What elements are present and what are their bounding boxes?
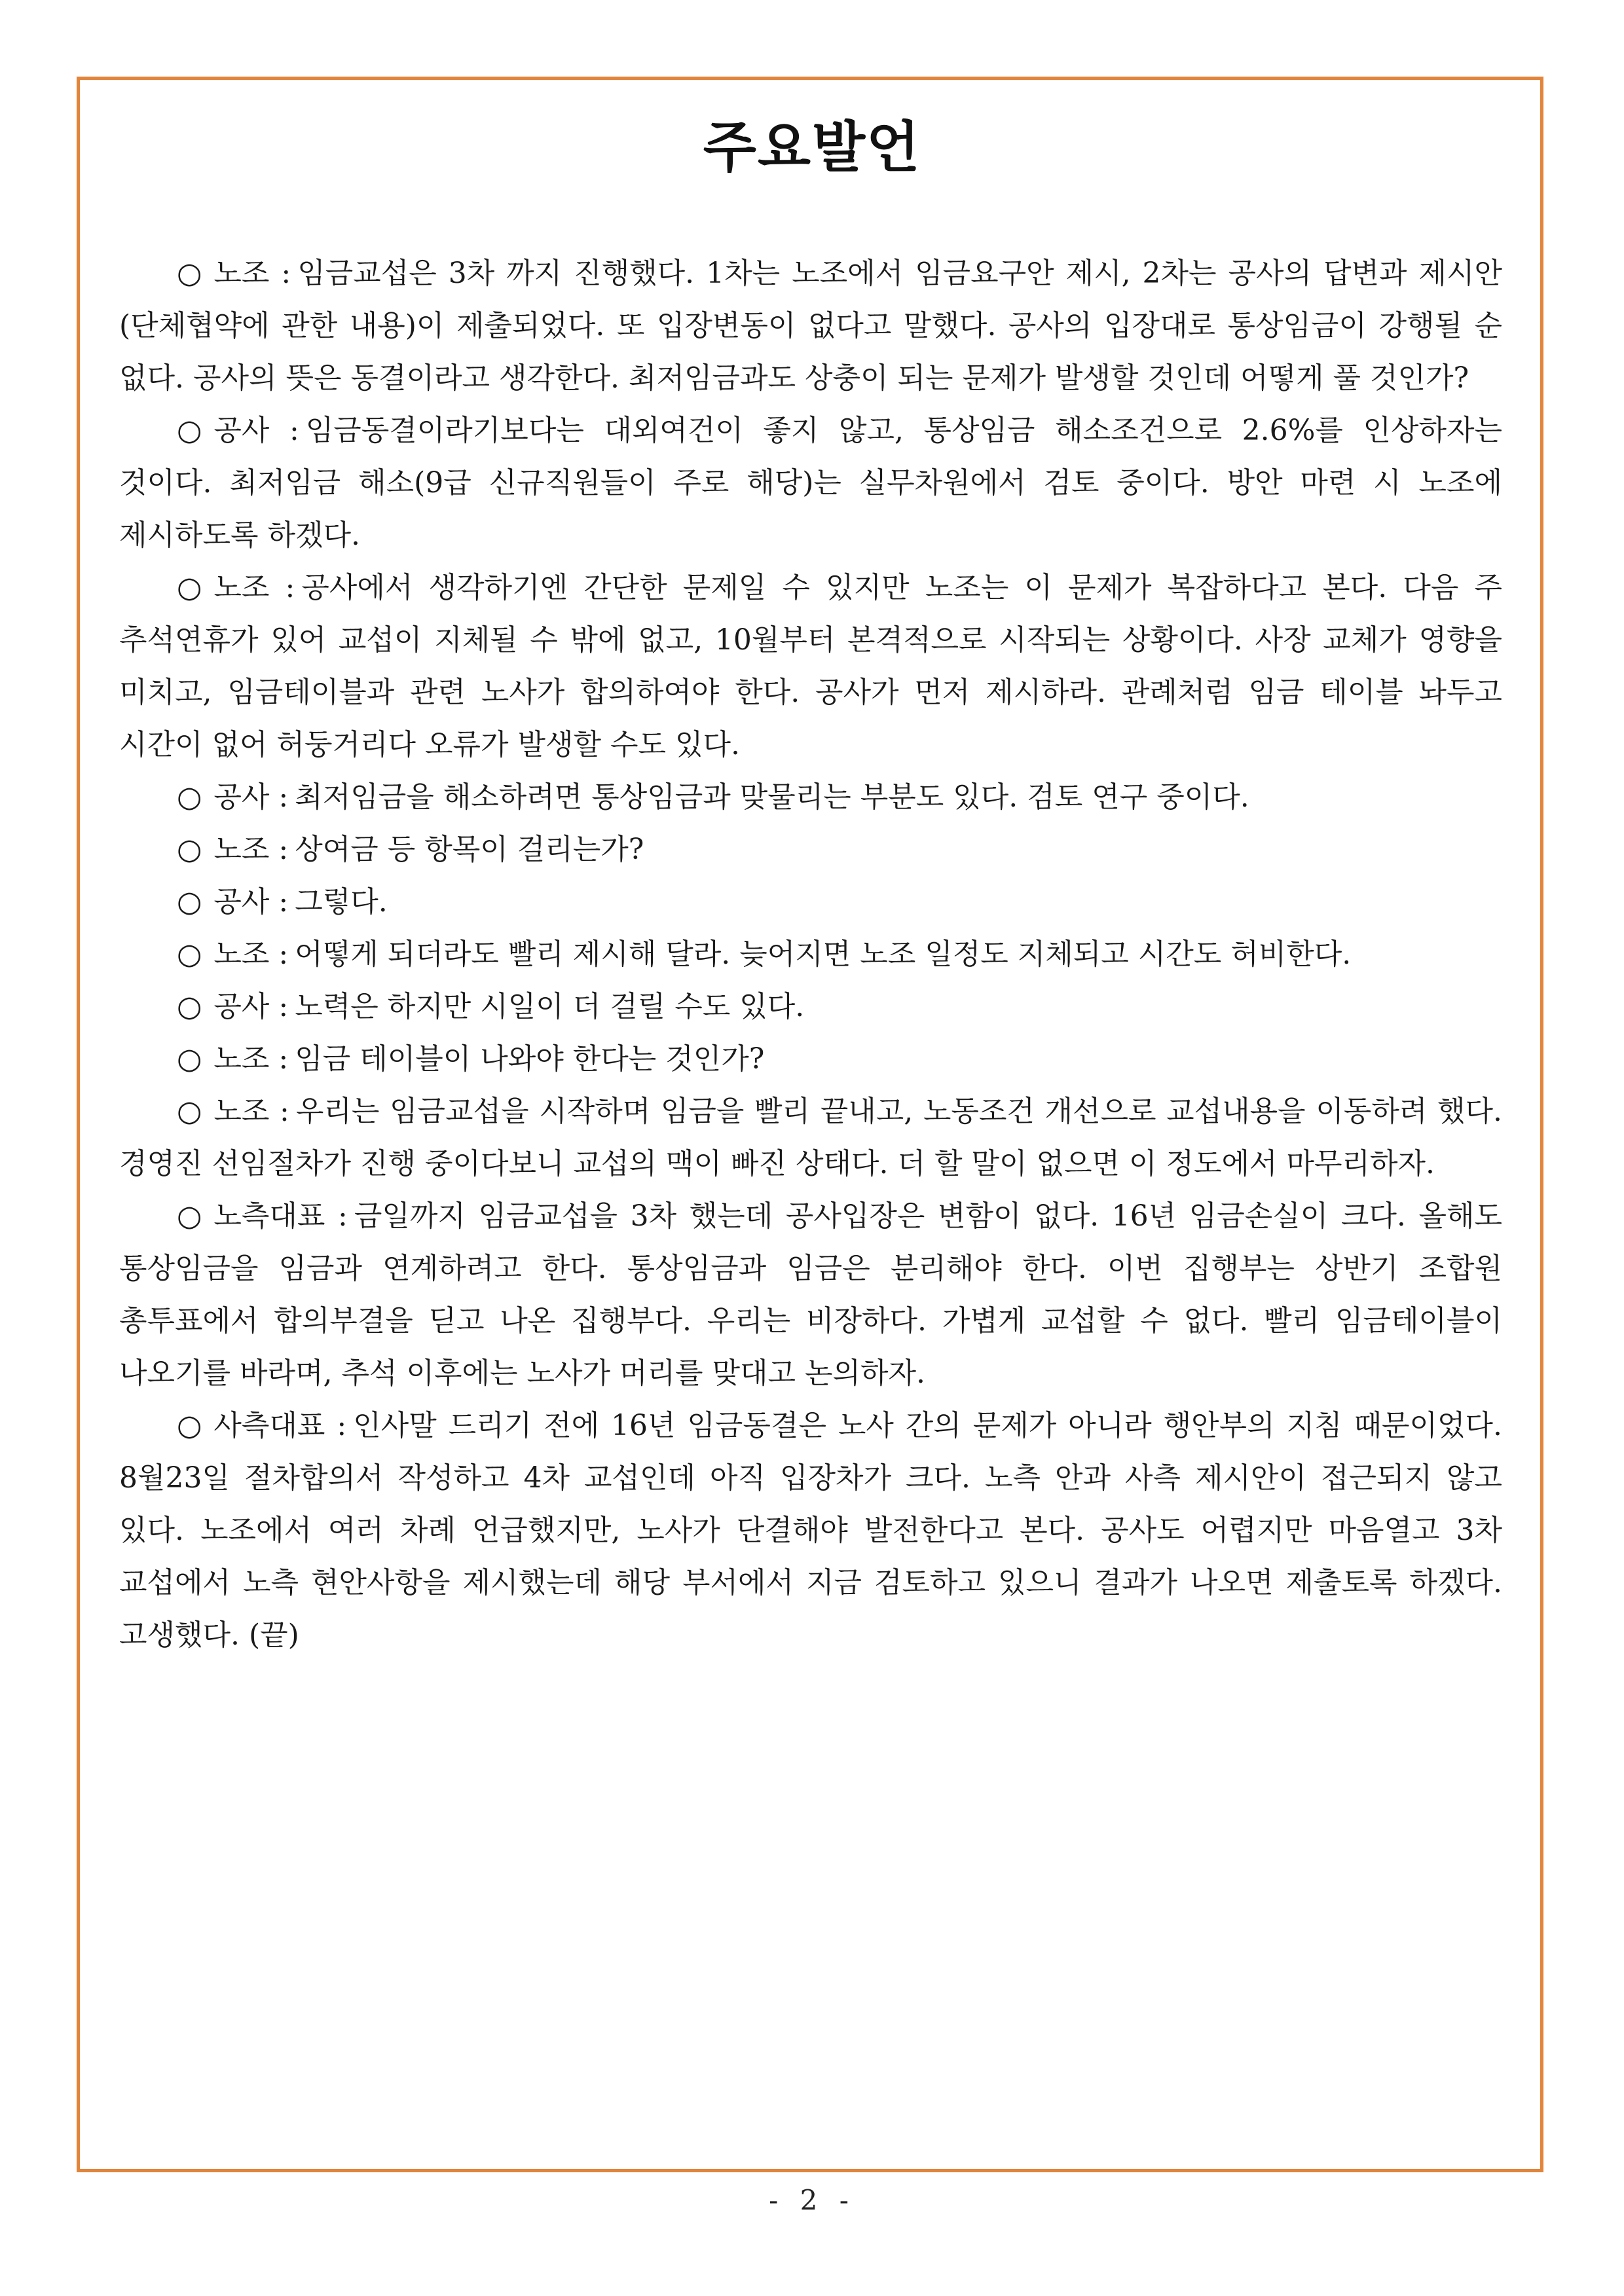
statement-paragraph bbox=[119, 405, 1502, 562]
speaker-label: 노조 : bbox=[213, 938, 289, 971]
speaker-label: 노조 : bbox=[213, 571, 295, 604]
circle-bullet-icon: ○ bbox=[177, 1409, 202, 1442]
circle-bullet-icon: ○ bbox=[177, 780, 202, 814]
speaker-label: 공사 : bbox=[213, 780, 289, 814]
speaker-label: 노조 : bbox=[213, 833, 289, 866]
statement-text: 인사말 드리기 전에 16년 임금동결은 노사 간의 문제가 아니라 행안부의 지침 때문이었다. 8월23일 절차합의서 작성하고 4차 교섭인데 아직 입장차가 크다. 노측 안과 사측 제시안이 접근되지 않고 있다. 노조에서 여러 차례 언급했지만, 노사가 단결해야 발전한다고 본다. 공사도 어렵지만 마음열고 3차 교섭에서 노측 현안사항을 제시했는데 해당 부서에서 지금 검토하고 있으니 결과가 나오면 제출토록 하겠다. 고생했다. (끝) bbox=[119, 1409, 1503, 1652]
circle-bullet-icon: ○ bbox=[177, 885, 202, 919]
statement-text: 우리는 임금교섭을 시작하며 임금을 빨리 끝내고, 노동조건 개선으로 교섭내용을 이동하려 했다. 경영진 선임절차가 진행 중이다보니 교섭의 맥이 빠진 상태다. 더 할 말이 없으면 이 정도에서 마무리하자. bbox=[119, 1095, 1502, 1180]
statement-text: 금일까지 임금교섭을 3차 했는데 공사입장은 변함이 없다. 16년 임금손실이 크다. 올해도 통상임금을 임금과 연계하려고 한다. 통상임금과 임금은 분리해야 한다. 이번 집행부는 상반기 조합원 총투표에서 합의부결을 딛고 나온 집행부다. 우리는 비장하다. 가볍게 교섭할 수 없다. 빨리 임금테이블이 나오기를 바라며, 추석 이후에는 노사가 머리를 맞대고 논의하자. bbox=[119, 1199, 1503, 1390]
statement-text: 공사에서 생각하기엔 간단한 문제일 수 있지만 노조는 이 문제가 복잡하다고 본다. 다음 주 추석연휴가 있어 교섭이 지체될 수 밖에 없고, 10월부터 본격적으로 시작되는 상황이다. 사장 교체가 영향을 미치고, 임금테이블과 관련 노사가 합의하여야 한다. 공사가 먼저 제시하라. 관례처럼 임금 테이블 놔두고 시간이 없어 허둥거리다 오류가 발생할 수도 있다. bbox=[119, 571, 1502, 761]
circle-bullet-icon: ○ bbox=[177, 1095, 202, 1128]
statement-paragraph bbox=[119, 824, 1502, 876]
speaker-label: 노조 : bbox=[213, 257, 291, 290]
statement-paragraph bbox=[119, 1033, 1502, 1085]
speaker-label: 노측대표 : bbox=[213, 1199, 348, 1233]
statement-paragraph bbox=[119, 876, 1502, 928]
statement-text: 그렇다. bbox=[295, 885, 388, 919]
statement-text: 노력은 하지만 시일이 더 걸릴 수도 있다. bbox=[295, 990, 805, 1023]
statement-paragraph bbox=[119, 1190, 1502, 1400]
statement-paragraph bbox=[119, 981, 1502, 1033]
statement-paragraph bbox=[119, 562, 1502, 771]
statement-paragraph bbox=[119, 247, 1502, 405]
circle-bullet-icon: ○ bbox=[177, 833, 202, 866]
circle-bullet-icon: ○ bbox=[177, 990, 202, 1023]
speaker-label: 노조 : bbox=[213, 1095, 289, 1128]
statement-paragraph bbox=[119, 1085, 1502, 1190]
statements-body bbox=[119, 247, 1502, 1662]
statement-text: 어떻게 되더라도 빨리 제시해 달라. 늦어지면 노조 일정도 지체되고 시간도 허비한다. bbox=[295, 938, 1352, 971]
speaker-label: 공사 : bbox=[213, 414, 299, 447]
speaker-label: 공사 : bbox=[213, 885, 289, 919]
statement-text: 임금동결이라기보다는 대외여건이 좋지 않고, 통상임금 해소조건으로 2.6%를 인상하자는 것이다. 최저임금 해소(9급 신규직원들이 주로 해당)는 실무차원에서 검토 중이다. 방안 마련 시 노조에 제시하도록 하겠다. bbox=[119, 414, 1502, 552]
statement-text: 임금교섭은 3차 까지 진행했다. 1차는 노조에서 임금요구안 제시, 2차는 공사의 답변과 제시안(단체협약에 관한 내용)이 제출되었다. 또 입장변동이 없다고 말했다. 공사의 입장대로 통상임금이 강행될 순 없다. 공사의 뜻은 동결이라고 생각한다. 최저임금과도 상충이 되는 문제가 발생할 것인데 어떻게 풀 것인가? bbox=[119, 257, 1502, 395]
statement-text: 최저임금을 해소하려면 통상임금과 맞물리는 부분도 있다. 검토 연구 중이다. bbox=[295, 780, 1249, 814]
circle-bullet-icon: ○ bbox=[177, 1042, 202, 1076]
page-title: 주요발언 bbox=[703, 115, 921, 179]
statement-text: 임금 테이블이 나와야 한다는 것인가? bbox=[295, 1042, 765, 1076]
speaker-label: 공사 : bbox=[213, 990, 289, 1023]
circle-bullet-icon: ○ bbox=[177, 414, 202, 447]
statement-text: 상여금 등 항목이 걸리는가? bbox=[295, 833, 644, 866]
statement-paragraph bbox=[119, 1400, 1502, 1662]
page-number: - 2 - bbox=[769, 2184, 855, 2216]
speaker-label: 사측대표 : bbox=[213, 1409, 347, 1442]
circle-bullet-icon: ○ bbox=[177, 1199, 202, 1233]
statement-paragraph bbox=[119, 771, 1502, 824]
circle-bullet-icon: ○ bbox=[177, 938, 202, 971]
circle-bullet-icon: ○ bbox=[177, 571, 202, 604]
circle-bullet-icon: ○ bbox=[177, 257, 202, 290]
speaker-label: 노조 : bbox=[213, 1042, 289, 1076]
statement-paragraph bbox=[119, 928, 1502, 981]
